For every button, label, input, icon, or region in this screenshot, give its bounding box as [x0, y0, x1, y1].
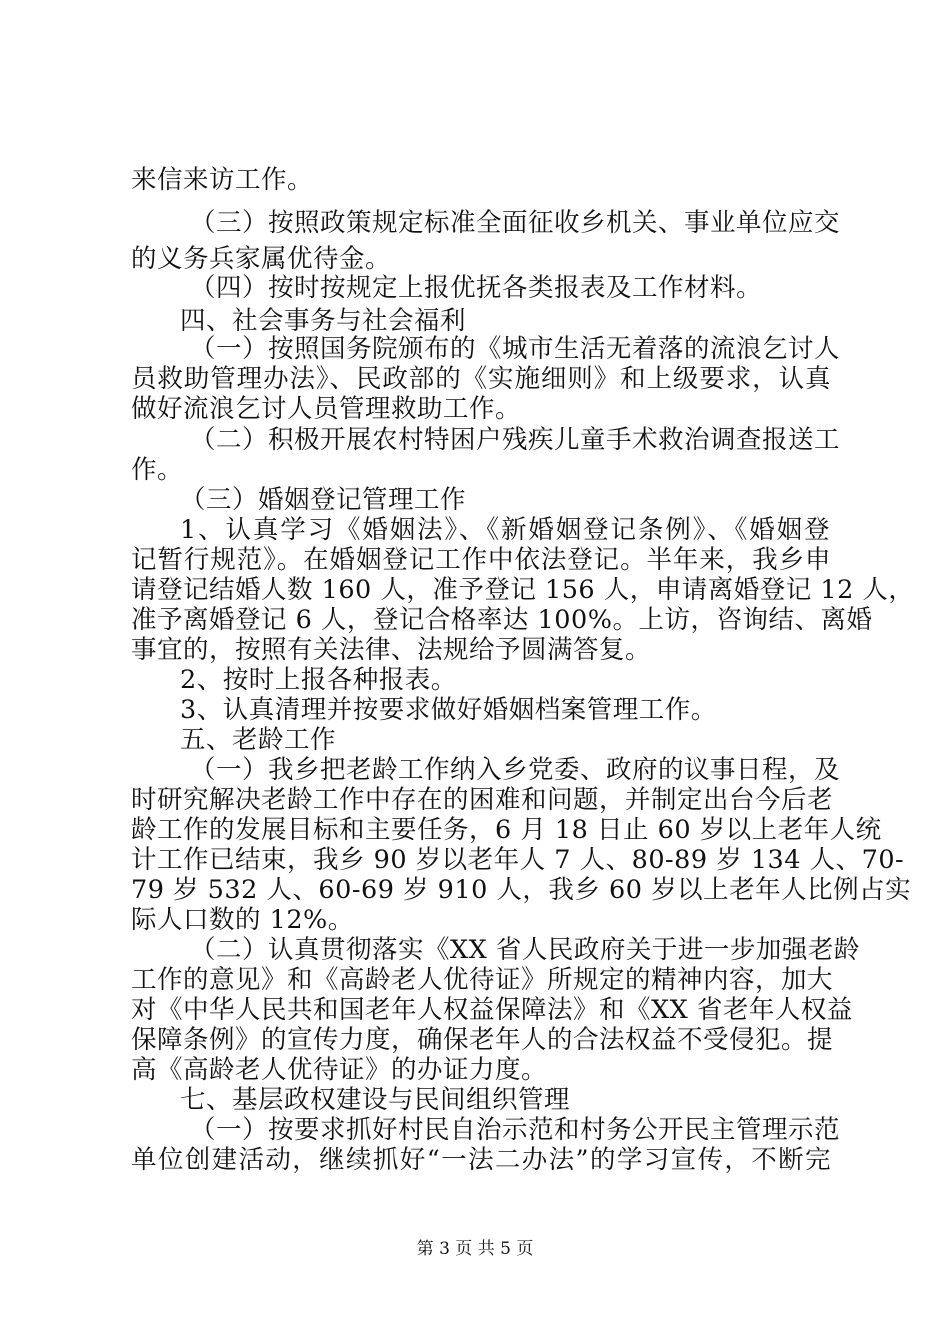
text-line: （一）我乡把老龄工作纳入乡党委、政府的议事日程，及: [190, 755, 841, 785]
text-line: 保障条例》的宣传力度，确保老年人的合法权益不受侵犯。提: [131, 1025, 834, 1055]
text-line: 做好流浪乞讨人员管理救助工作。: [131, 394, 522, 424]
text-line: 3、认真清理并按要求做好婚姻档案管理工作。: [180, 695, 717, 725]
text-line: 2、按时上报各种报表。: [180, 665, 457, 695]
text-line: 79 岁 532 人、60-69 岁 910 人，我乡 60 岁以上老年人比例占实: [131, 875, 912, 905]
text-line: 工作的意见》和《高龄老人优待证》所规定的精神内容，加大: [131, 965, 834, 995]
subsection-heading: （三）婚姻登记管理工作: [180, 485, 467, 515]
text-line: 对《中华人民共和国老年人权益保障法》和《XX 省老年人权益: [131, 995, 853, 1025]
section-heading: 七、基层政权建设与民间组织管理: [180, 1085, 571, 1115]
page-footer: 第 3 页 共 5 页: [416, 1239, 534, 1259]
text-line: 1、认真学习《婚姻法》、《新婚姻登记条例》、《婚姻登: [180, 515, 830, 545]
section-heading: 四、社会事务与社会福利: [180, 306, 467, 336]
text-line: （三）按照政策规定标准全面征收乡机关、事业单位应交: [190, 208, 841, 238]
text-line: （一）按照国务院颁布的《城市生活无着落的流浪乞讨人: [190, 334, 841, 364]
text-line: （一）按要求抓好村民自治示范和村务公开民主管理示范: [190, 1115, 841, 1145]
text-line: 记暂行规范》。在婚姻登记工作中依法登记。半年来，我乡申: [131, 545, 831, 575]
text-line: 来信来访工作。: [131, 165, 314, 195]
text-line: 事宜的，按照有关法律、法规给予圆满答复。: [131, 635, 652, 665]
text-line: 计工作已结束，我乡 90 岁以老年人 7 人、80-89 岁 134 人、70-: [131, 845, 905, 875]
text-line: 高《高龄老人优待证》的办证力度。: [131, 1055, 548, 1085]
text-line: （二）认真贯彻落实《XX 省人民政府关于进一步加强老龄: [190, 935, 860, 965]
text-line: 的义务兵家属优待金。: [131, 244, 392, 274]
text-line: （四）按时按规定上报优抚各类报表及工作材料。: [190, 273, 763, 303]
section-heading: 五、老龄工作: [180, 725, 337, 755]
text-line: 员救助管理办法》、民政部的《实施细则》和上级要求，认真: [131, 364, 831, 394]
text-line: 时研究解决老龄工作中存在的困难和问题，并制定出台今后老: [131, 785, 834, 815]
text-line: 单位创建活动，继续抓好“一法二办法”的学习宣传，不断完: [131, 1145, 831, 1175]
text-line: 际人口数的 12%。: [131, 905, 354, 935]
text-line: （二）积极开展农村特困户残疾儿童手术救治调查报送工: [190, 425, 841, 455]
text-line: 请登记结婚人数 160 人，准予登记 156 人，申请离婚登记 12 人，: [131, 575, 915, 605]
text-line: 作。: [131, 455, 184, 485]
text-line: 准予离婚登记 6 人，登记合格率达 100%。上访，咨询结、离婚: [131, 605, 873, 635]
text-line: 龄工作的发展目标和主要任务，6 月 18 日止 60 岁以上老年人统: [131, 815, 882, 845]
